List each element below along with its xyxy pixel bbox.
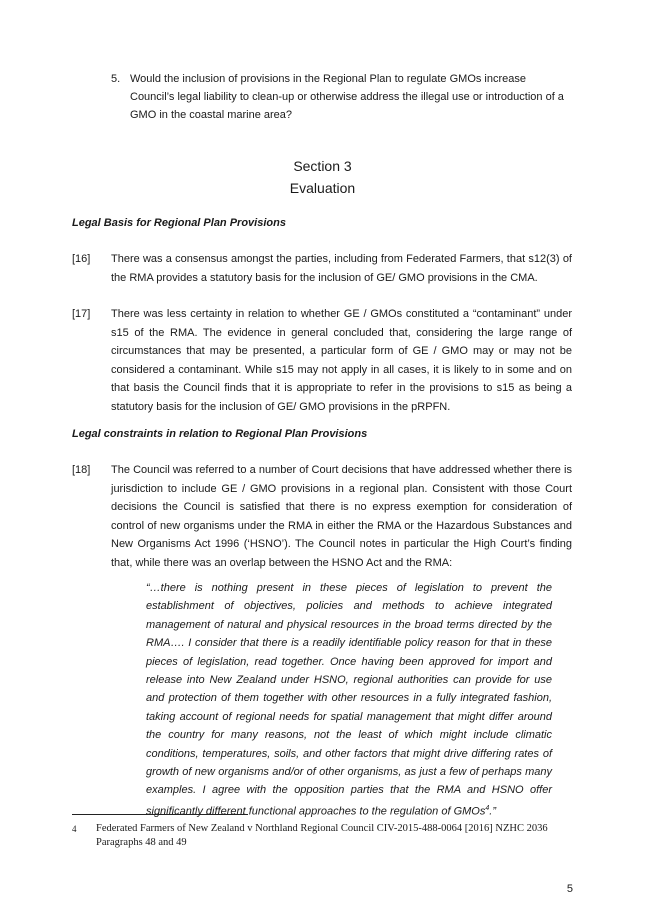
footnote [72,822,572,850]
footnote-divider [72,814,248,815]
list-item-text: Would the inclusion of provisions in the Regional Plan to regulate GMOs increase Council’s legal liability to clean-up or otherwise address the illegal use or introduction of a GMO in the coastal marine area? [130,73,564,121]
quote-text: “…there is nothing present in these pieces of legislation to prevent the establishment of objectives, policies and methods to achieve integrated management of natural and physical resources in the broad terms directed by the RMA…. I consider that there is a readily identifiable policy reason for that in these pieces of legislation, read together. Once having been approved for import and release into New Zealand under HSNO, regional authorities can provide for use and protection of them together with other resources in a fully integrated fashion, taking account of regional needs for spatial management that might differ around the country for many reasons, not the least of which might include climatic conditions, temperatures, soils, and other factors that might drive differing rates of growth of new organisms and/or of other organisms, as just a few of perhaps many examples. I agree with the opposition parties that the RMA and HSNO offer significantly different functional approaches to the regulation of GMOs [146,582,552,818]
footnote-reference: 4 [485,804,490,812]
paragraph-18 [72,461,572,572]
numbered-list-item [111,70,571,124]
paragraph-17 [72,305,572,416]
block-quote [146,579,552,821]
section-title: Evaluation [289,180,356,196]
paragraph-text: There was less certainty in relation to whether GE / GMOs constituted a “contaminant” under s15 of the RMA. The evidence in general concluded that, considering the large range of circumstances that may be presented, a particular form of GE / GMO may or may not be considered a contaminant. While s15 may not apply in all cases, it is likely to in some and on that basis the Council finds that it is appropriate to refer in the provisions to s15 as being a statutory basis for the inclusion of GE/ GMO provisions in the pRPFN. [111,308,572,413]
footnote-text: Federated Farmers of New Zealand v Northland Regional Council CIV-2015-488-0064 [2016] NZHC 2036 Paragraphs 48 and 49 [96,823,548,848]
paragraph-number: [16] [72,253,91,265]
heading-legal-constraints: Legal constraints in relation to Regional Plan Provisions [72,428,368,440]
page-number: 5 [566,883,573,895]
list-item-number: 5. [111,73,121,85]
paragraph-16 [72,250,572,287]
paragraph-number: [18] [72,464,91,476]
footnote-number: 4 [72,824,77,834]
quote-closing: .” [489,805,496,818]
paragraph-number: [17] [72,308,91,320]
paragraph-text: The Council was referred to a number of Court decisions that have addressed whether there is jurisdiction to include GE / GMO provisions in a regional plan. Consistent with those Court decisions the Council is satisfied that there is no express exemption for consideration of control of new organisms under the RMA in either the RMA or the Hazardous Substances and New Organisms Act 1996 (‘HSNO’). The Council notes in particular the High Court’s finding that, while there was an overlap between the HSNO Act and the RMA: [111,464,572,569]
heading-legal-basis: Legal Basis for Regional Plan Provisions [72,217,286,229]
section-label: Section 3 [293,158,352,174]
paragraph-text: There was a consensus amongst the parties, including from Federated Farmers, that s12(3) of the RMA provides a statutory basis for the inclusion of GE/ GMO provisions in the CMA. [111,253,572,284]
